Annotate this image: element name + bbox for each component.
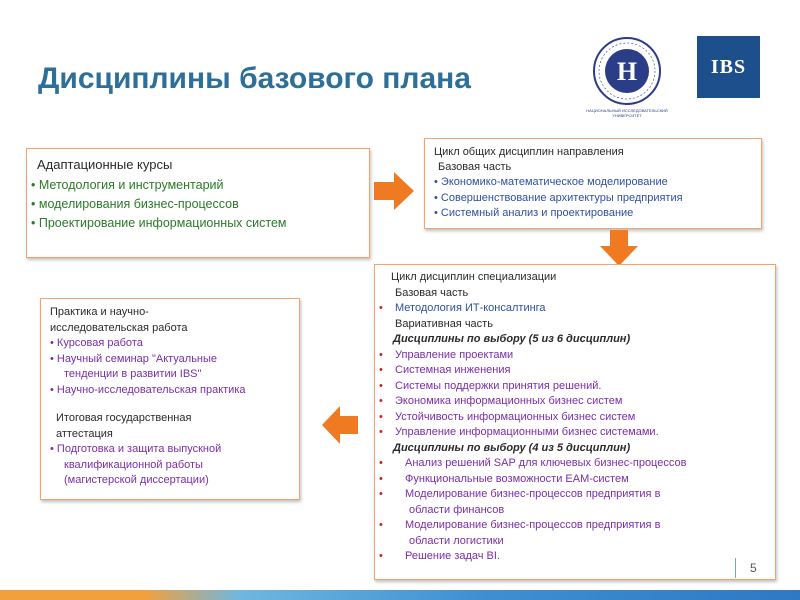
footer-color-bar	[0, 590, 800, 600]
box-heading: аттестация	[56, 428, 113, 440]
arrow-down-icon	[600, 230, 638, 266]
list-item: • Системная инженения	[379, 364, 511, 376]
list-item: • Научный семинар "Актуальные	[50, 352, 218, 365]
base-part-list	[379, 301, 686, 317]
list-item: области финансов	[409, 503, 505, 516]
general-disciplines-box	[424, 138, 762, 229]
adaptation-course-list	[31, 176, 287, 233]
box-subheading: Базовая часть	[395, 286, 469, 299]
svg-text:Н: Н	[616, 57, 638, 86]
hse-logo	[582, 36, 672, 118]
page-number-divider	[735, 558, 736, 578]
arrow-left-icon	[322, 406, 358, 444]
choice-list-2	[379, 456, 686, 565]
choice-heading: Дисциплины по выбору (5 из 6 дисциплин)	[393, 333, 631, 345]
choice-heading: Дисциплины по выбору (4 из 5 дисциплин)	[393, 441, 631, 454]
list-item: • Функциональные возможности EAM-систем	[379, 472, 629, 485]
general-discipline-list	[434, 175, 683, 222]
list-item: квалификационной работы	[64, 458, 203, 471]
list-item: • Управление информационными бизнес системами.	[379, 426, 659, 438]
practice-list	[50, 336, 246, 398]
list-item: • Моделирование бизнес-процессов предприятия в	[379, 519, 661, 531]
box-heading: Цикл общих дисциплин направления	[434, 146, 624, 158]
list-item: • Устойчивость информационных бизнес систем	[379, 410, 636, 423]
ibs-logo: IBS	[697, 36, 760, 98]
box-subheading: Вариативная часть	[395, 317, 493, 330]
arrow-right-icon	[374, 172, 414, 210]
box-subheading: Базовая часть	[438, 161, 512, 173]
list-item: • моделирования бизнес-процессов	[31, 197, 239, 211]
list-item: • Курсовая работа	[50, 337, 143, 349]
list-item: (магистерской диссертации)	[64, 474, 209, 486]
list-item: тенденции в развитии IBS"	[64, 368, 202, 380]
practice-research-box	[40, 298, 300, 500]
list-item: • Совершенствование архитектуры предприятия	[434, 191, 683, 204]
adaptation-courses-box	[26, 148, 370, 258]
list-item: • Проектирование информационных систем	[31, 216, 287, 230]
box-heading: Итоговая государственная	[56, 412, 192, 424]
list-item: • Анализ решений SAP для ключевых бизнес-процессов	[379, 457, 687, 469]
list-item: • Моделирование бизнес-процессов предприятия в	[379, 488, 661, 500]
box-heading: Цикл дисциплин специализации	[391, 271, 557, 283]
box-heading: исследовательская работа	[50, 322, 188, 334]
list-item: области логистики	[409, 534, 504, 547]
page-title: Дисциплины базового плана	[38, 62, 471, 95]
list-item: • Методология и инструментарий	[31, 178, 224, 192]
choice-list-1	[379, 348, 686, 441]
box-heading: Практика и научно-	[50, 306, 149, 318]
list-item: • Экономико-математическое моделирование	[434, 176, 668, 188]
list-item: • Системы поддержки принятия решений.	[379, 379, 602, 392]
list-item: • Решение задач BI.	[379, 550, 500, 562]
page-number: 5	[750, 561, 757, 575]
list-item: • Экономика информационных бизнес систем	[379, 395, 623, 407]
hse-caption: НАЦИОНАЛЬНЫЙ ИССЛЕДОВАТЕЛЬСКИЙ УНИВЕРСИТЕТ	[586, 108, 668, 118]
list-item: • Подготовка и защита выпускной	[50, 443, 222, 455]
list-item: • Методология ИТ-консалтинга	[379, 302, 546, 314]
list-item: • Управление проектами	[379, 348, 514, 361]
attestation-list	[50, 442, 246, 489]
specialization-box	[374, 264, 776, 580]
box-heading: Адаптационные курсы	[37, 157, 173, 172]
list-item: • Научно-исследовательская практика	[50, 383, 246, 396]
hse-emblem-icon	[592, 36, 662, 106]
list-item: • Системный анализ и проектирование	[434, 207, 634, 219]
